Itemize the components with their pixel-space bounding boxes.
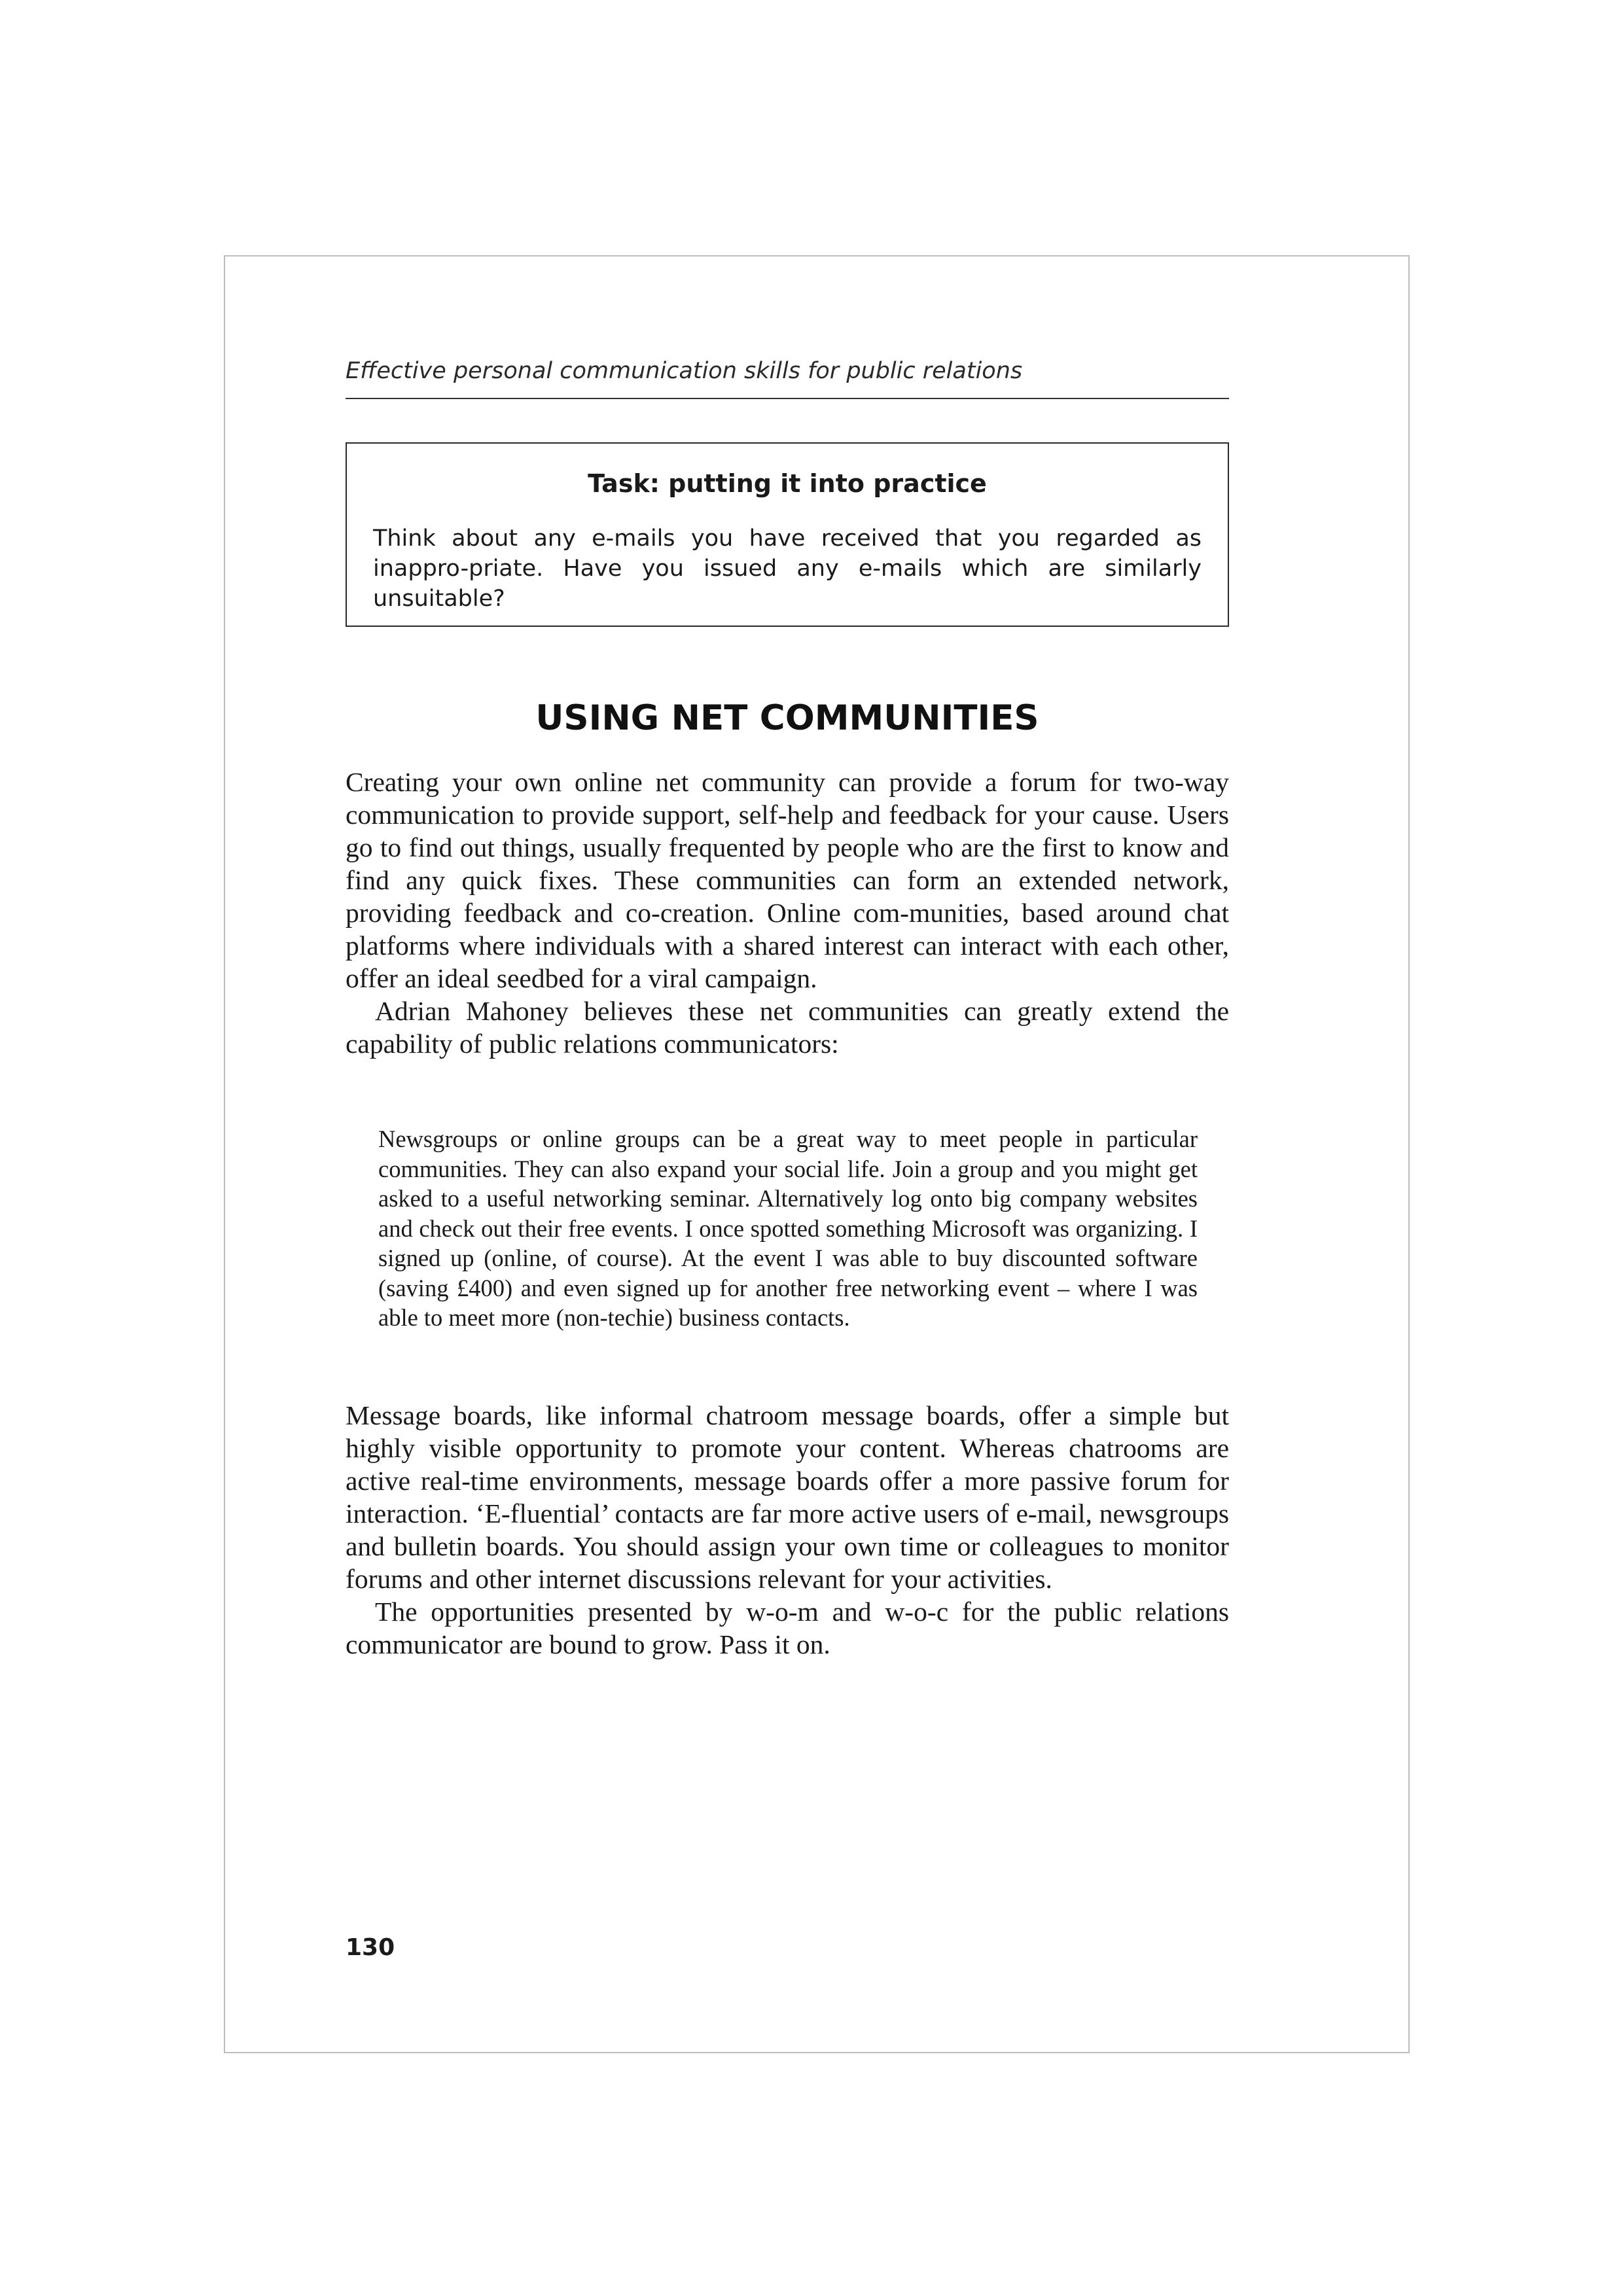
closing-text — [346, 1399, 1229, 1661]
running-head: Effective personal communication skills for public relations — [346, 352, 1229, 399]
intro-paragraph: Creating your own online net community can provide a forum for two-way communication to provide support, self-help and feedback for your cause. Users go to find out things, usually frequented by people who are the first to know and find any quick fixes. These communities can form an extended network, providing feedback and co-creation. Online com-munities, based around chat platforms where individuals with a shared interest can interact with each other, offer an ideal seedbed for a viral campaign. — [346, 767, 1229, 993]
intro-text — [346, 766, 1229, 1060]
intro-paragraph: Adrian Mahoney believes these net communities can greatly extend the capability of public relations communicators: — [346, 996, 1229, 1059]
task-body: Think about any e-mails you have received that you regarded as inappro-priate. Have you issued any e-mails which are similarly unsuitable? — [373, 525, 1202, 612]
section-heading: USING NET COMMUNITIES — [535, 698, 1039, 738]
closing-paragraph: Message boards, like informal chatroom message boards, offer a simple but highly visible opportunity to promote your content. Whereas chatrooms are active real-time environments, message boards offer a more passive forum for interaction. ‘E-fluential’ contacts are far more active users of e-mail, newsgroups and bulletin boards. You should assign your own time or colleagues to monitor forums and other internet discussions relevant for your activities. — [346, 1400, 1229, 1594]
task-box — [346, 442, 1229, 627]
closing-paragraph: The opportunities presented by w-o-m and w-o-c for the public relations communicator are bound to grow. Pass it on. — [346, 1597, 1229, 1659]
block-quote — [378, 1124, 1198, 1333]
task-title: Task: putting it into practice — [588, 469, 987, 498]
quote-text: Newsgroups or online groups can be a great way to meet people in particular communities. They can also expand your social life. Join a group and you might get asked to a useful networking seminar. Alternatively log onto big company websites and check out their free events. I once spotted something Microsoft was organizing. I signed up (online, of course). At the event I was able to buy discounted software (saving £400) and even signed up for another free networking event – where I was able to meet more (non-techie) business contacts. — [378, 1125, 1198, 1331]
page-number: 130 — [346, 1934, 395, 1961]
